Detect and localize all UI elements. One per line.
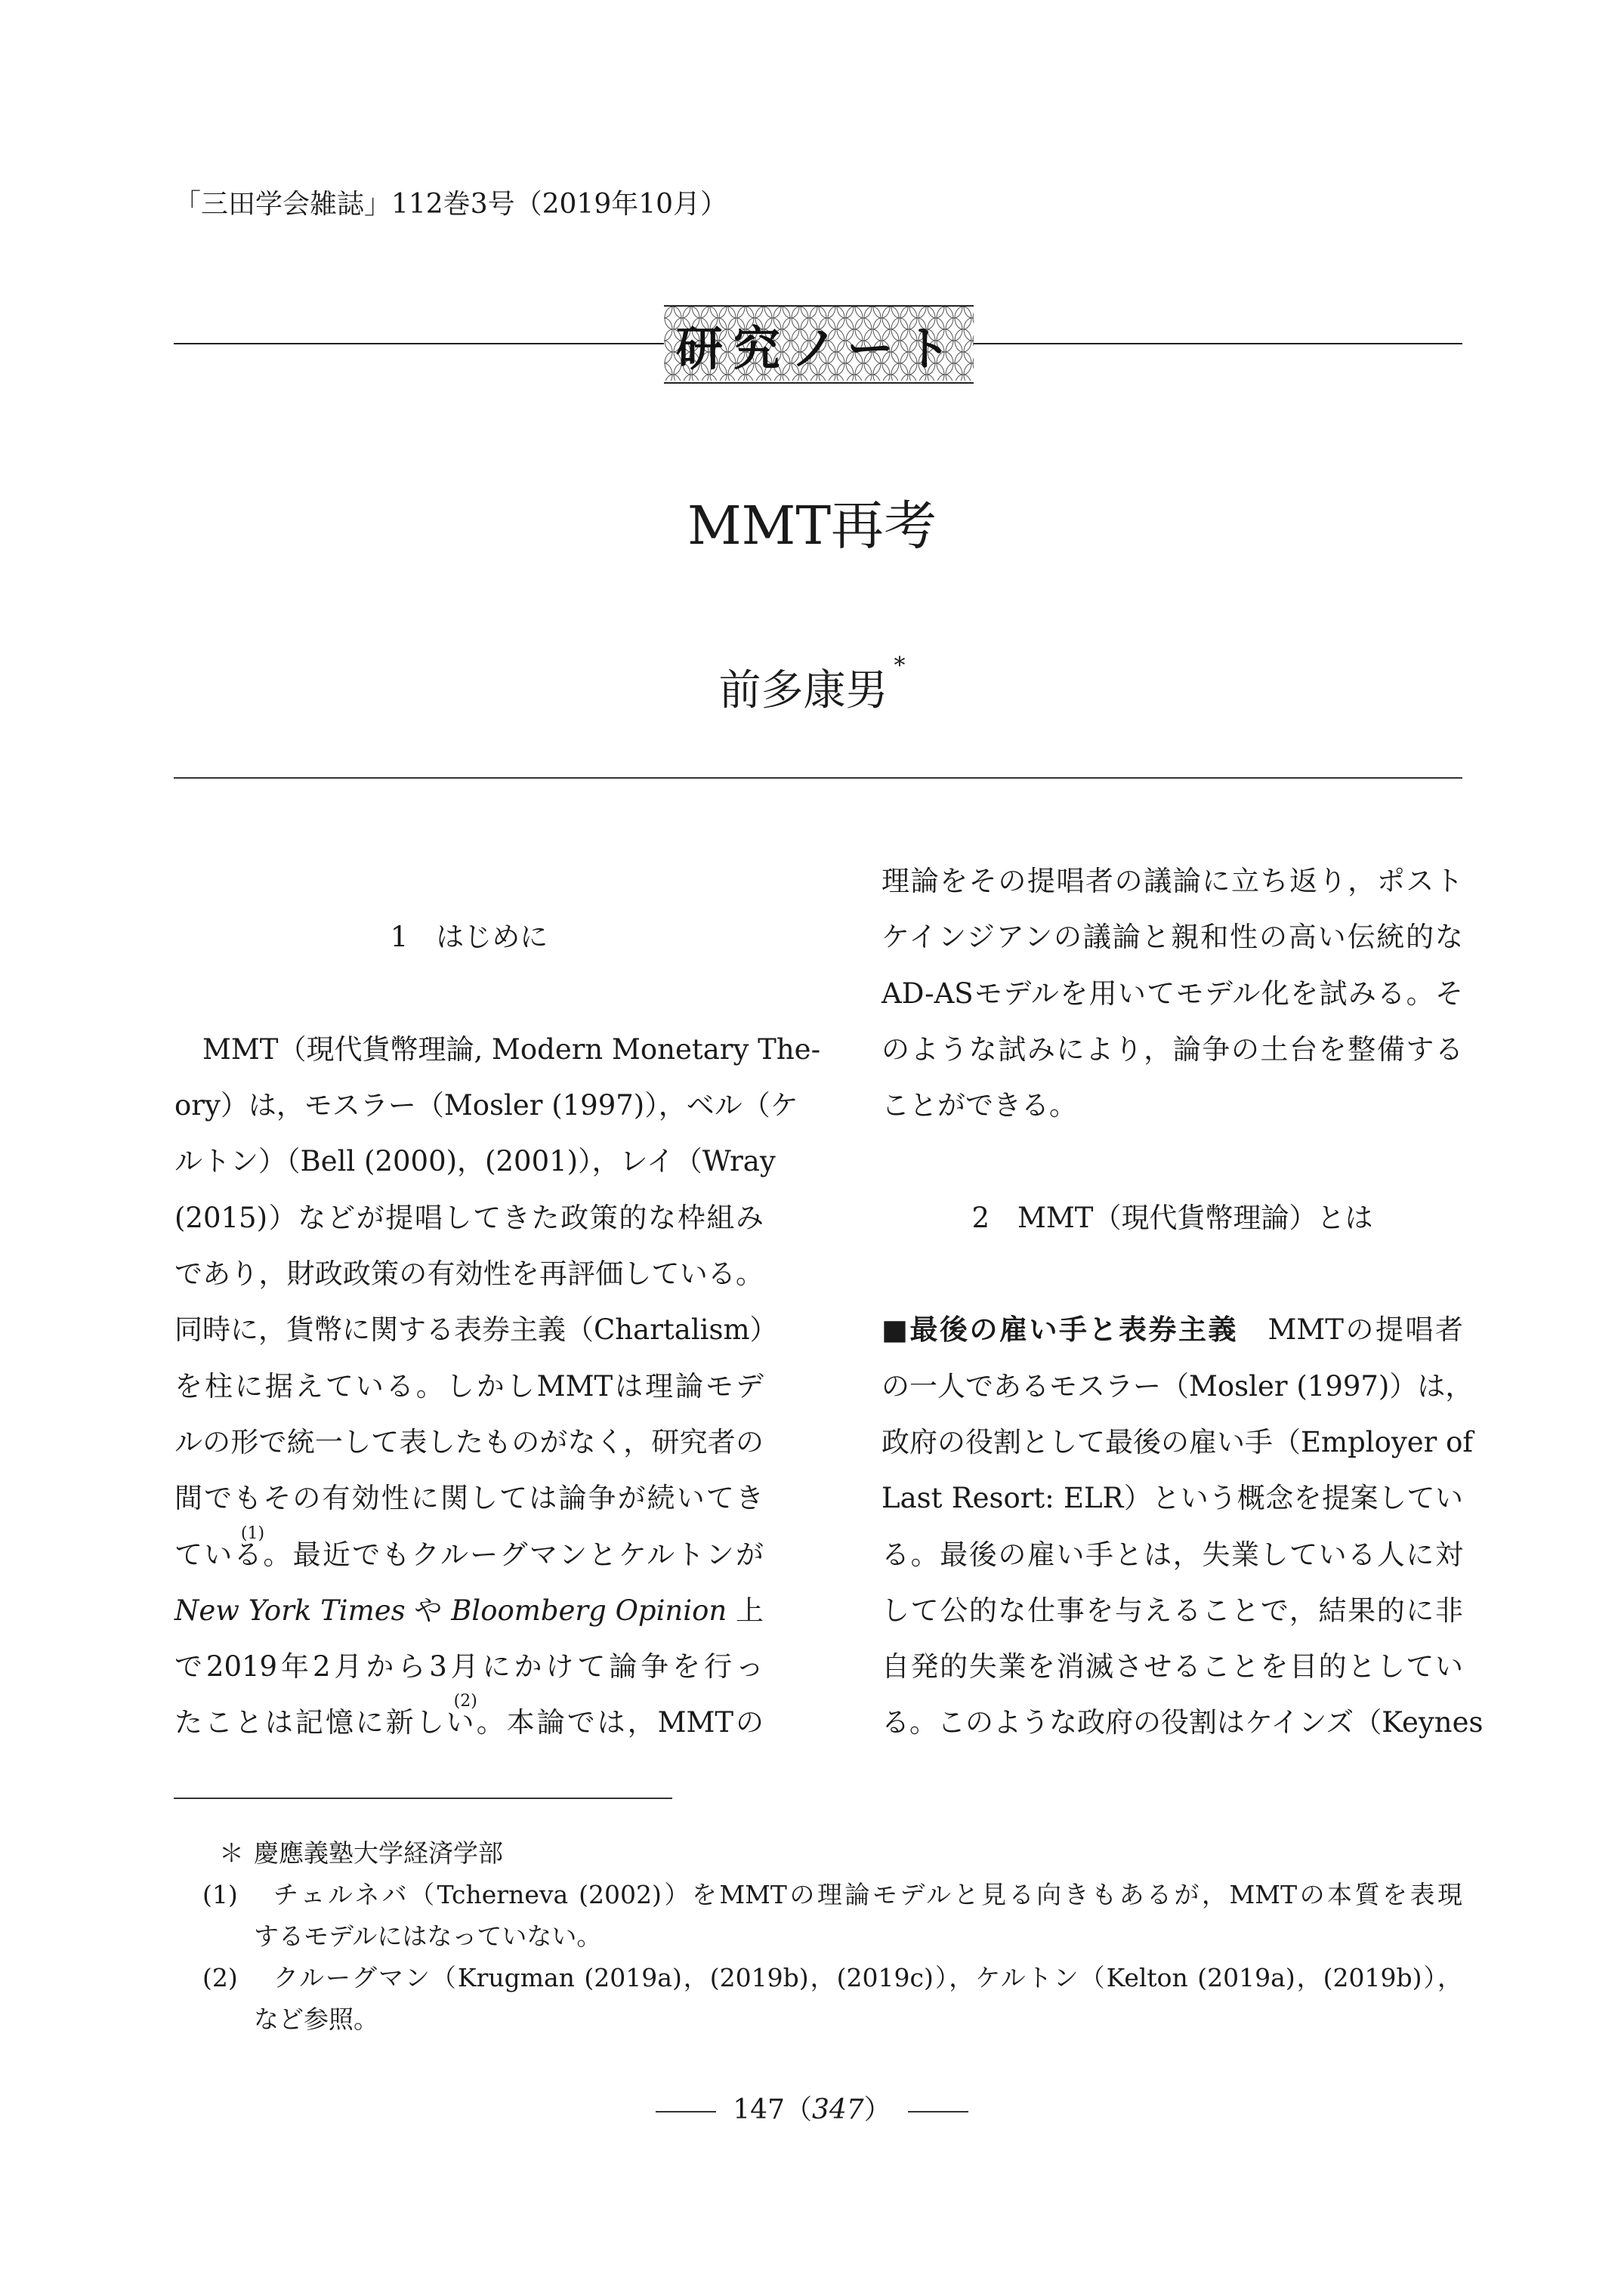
body-line: ケインジアンの議論と親和性の高い伝統的な: [881, 921, 1463, 954]
footnote-2: [174, 1957, 1462, 1998]
footnote-text: するモデルにはなっていない。: [254, 1921, 602, 1951]
body-line: (2015)）などが提唱してきた政策的な枠組み: [174, 1201, 764, 1234]
body-line: [174, 1523, 764, 1583]
footnote-text: クルーグマン（Krugman (2019a)，(2019b)，(2019c)），ケルトン（Kelton (2019a)，(2019b)），: [273, 1963, 1462, 1992]
footnote-ref-1[interactable]: (1): [240, 1523, 265, 1543]
footnote-1: [174, 1874, 1462, 1915]
body-line: 理論をその提唱者の議論に立ち返り，ポスト: [881, 865, 1463, 897]
body-line: 間でもその有効性に関しては論争が続いてき: [174, 1482, 764, 1515]
section-heading: 1 はじめに: [390, 921, 548, 954]
footnote-affiliation: [174, 1832, 1462, 1874]
footnote-1-cont: [174, 1915, 1462, 1957]
banner-label: 研究ノート: [675, 320, 962, 376]
body-line: 自発的失業を消滅させることを目的としてい: [881, 1650, 1463, 1683]
author-footnote-mark: *: [894, 653, 906, 679]
body-line: る。最後の雇い手とは，失業している人に対: [881, 1538, 1463, 1571]
footnote-rule: [174, 1798, 672, 1799]
right-column: [881, 853, 1484, 1751]
body-line: ルの形で統一して表したものがなく，研究者の: [174, 1425, 764, 1458]
text: 上: [727, 1594, 764, 1627]
title-rule: [174, 777, 1462, 779]
footnote-2-cont: [174, 1998, 1462, 2040]
section-banner: [664, 305, 974, 384]
section-heading: 2 MMT（現代貨幣理論）とは: [971, 1201, 1373, 1234]
text: MMTの提唱者: [1238, 1313, 1463, 1347]
page-number: 147（347）: [0, 2088, 1624, 2127]
footnote-text: チェルネバ（Tcherneva (2002)）をMMTの理論モデルと見る向きもあるが，MMTの本質を表現: [273, 1880, 1462, 1909]
footnote-mark: (2): [202, 1963, 238, 1992]
body-line: AD-ASモデルを用いてモデル化を試みる。そ: [881, 977, 1463, 1010]
publication-name: New York Times: [174, 1594, 406, 1627]
body-line: [174, 1583, 764, 1639]
journal-header: 「三田学会雑誌」112巻3号（2019年10月）: [174, 189, 728, 220]
total-page: 347: [812, 2094, 864, 2125]
body-line: であり，財政政策の有効性を再評価している。: [174, 1258, 764, 1291]
footnote-mark: ＊: [219, 1838, 244, 1868]
body-line: [881, 1302, 1463, 1358]
text: や: [405, 1594, 452, 1627]
body-line: る。このような政府の役割はケインズ（Keynes: [881, 1706, 1484, 1739]
body-line: ory）は，モスラー（Mosler (1997)），ベル（ケ: [174, 1089, 798, 1122]
body-line: [174, 1692, 764, 1751]
footnote-text: 慶應義塾大学経済学部: [254, 1838, 503, 1868]
body-line: 同時に，貨幣に関する表券主義（Chartalism）: [174, 1313, 778, 1347]
author: [0, 653, 1624, 718]
page: 147: [733, 2094, 785, 2125]
text: たことは記憶に新しい: [174, 1706, 477, 1739]
dash: [656, 2111, 716, 2112]
author-name: 前多康男: [718, 666, 888, 715]
body-line: Last Resort: ELR）という概念を提案してい: [881, 1482, 1463, 1515]
footnotes: [174, 1832, 1462, 2040]
footnote-ref-2[interactable]: (2): [453, 1692, 477, 1711]
body-line: ルトン）（Bell (2000)，(2001)），レイ（Wray: [174, 1145, 776, 1178]
body-line: MMT（現代貨幣理論, Modern Monetary The-: [202, 1032, 821, 1066]
footnote-text: など参照。: [254, 2004, 378, 2034]
article-title: MMT再考: [687, 495, 937, 557]
publication-name: Bloomberg Opinion: [451, 1594, 727, 1627]
text: 。最近でもクルーグマンとケルトンが: [261, 1538, 764, 1571]
subsection-heading: ■最後の雇い手と表券主義: [881, 1313, 1239, 1347]
body-line: して公的な仕事を与えることで，結果的に非: [881, 1594, 1463, 1627]
body-line: の一人であるモスラー（Mosler (1997)）は，: [881, 1369, 1474, 1403]
left-column: [174, 853, 821, 1751]
dash: [908, 2111, 968, 2112]
body-line: で2019年2月から3月にかけて論争を行っ: [174, 1650, 764, 1683]
text: 。本論では，MMTの: [474, 1706, 764, 1739]
body-line: 政府の役割として最後の雇い手（Employer of: [881, 1425, 1474, 1458]
text: ている: [174, 1538, 264, 1571]
body-line: を柱に据えている。しかしMMTは理論モデ: [174, 1369, 764, 1403]
footnote-mark: (1): [202, 1880, 238, 1909]
body-line: のような試みにより，論争の土台を整備する: [881, 1032, 1463, 1066]
body-line: ことができる。: [881, 1089, 1077, 1122]
